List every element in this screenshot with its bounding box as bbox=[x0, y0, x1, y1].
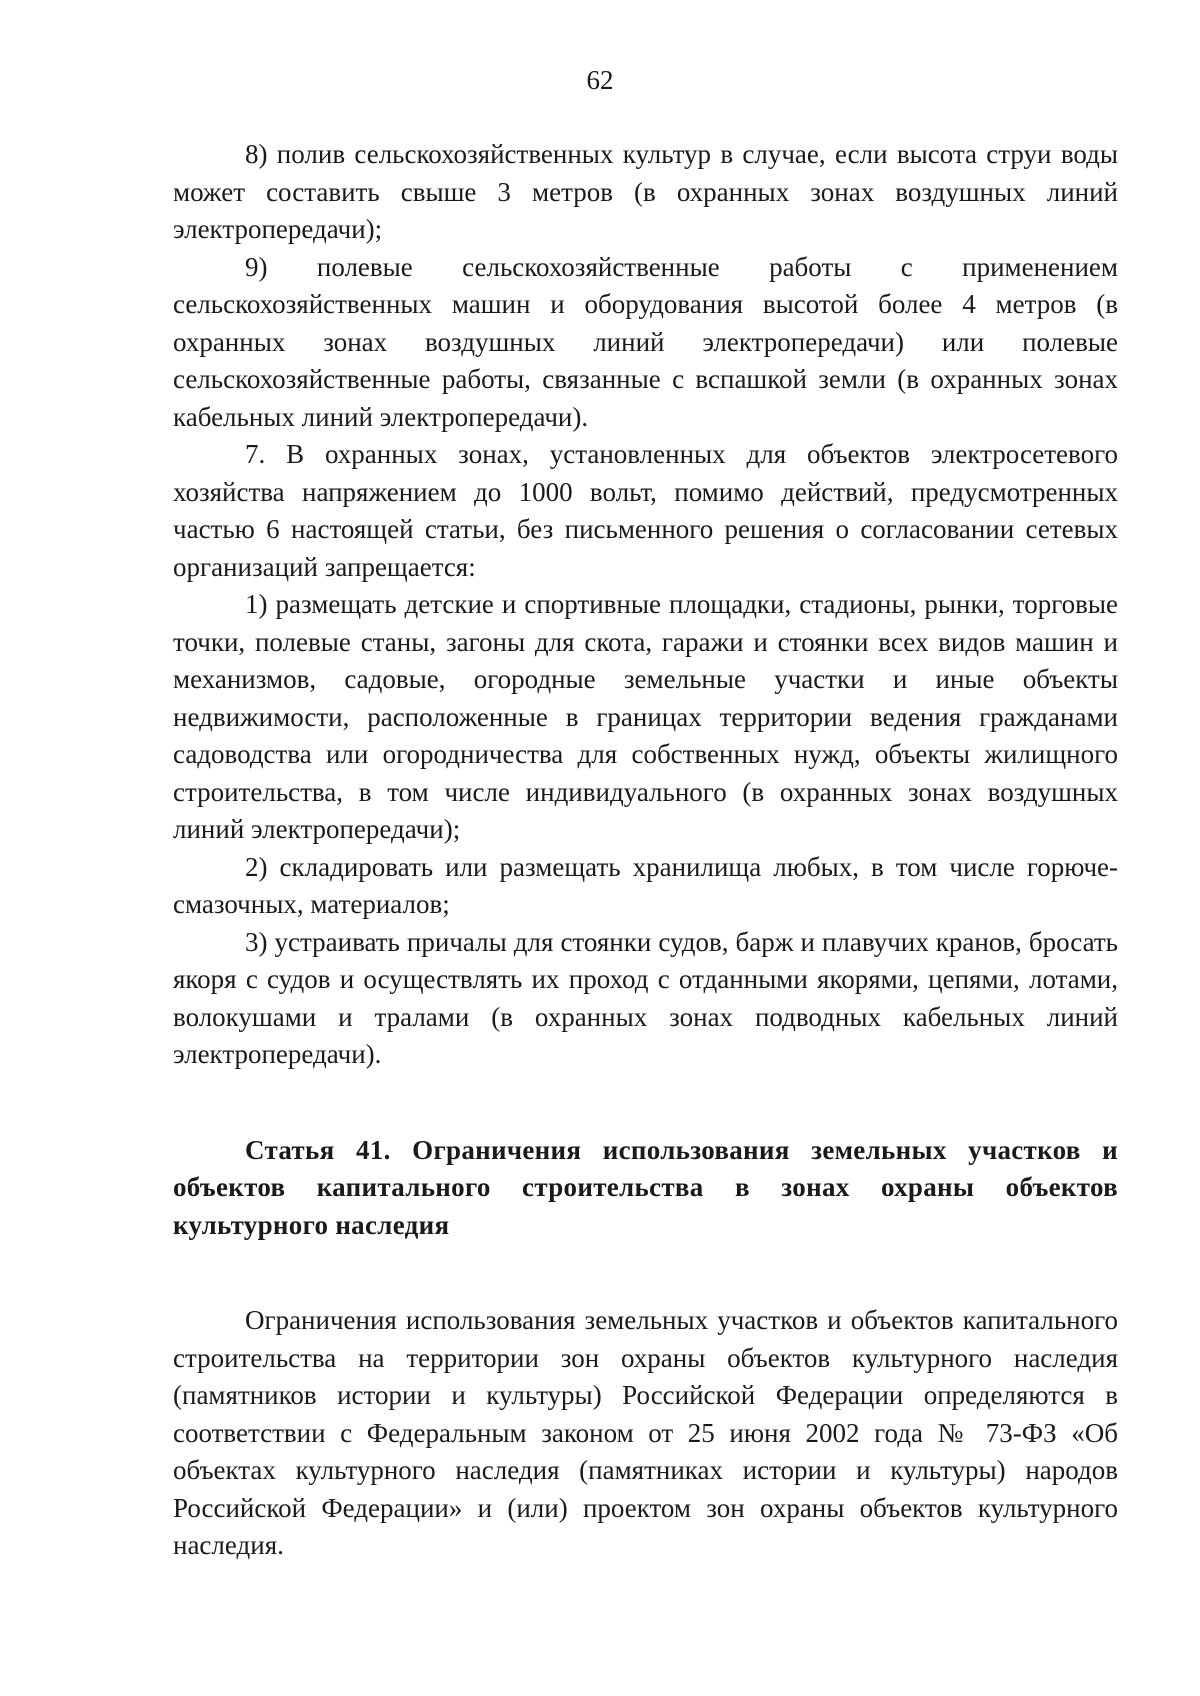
clause-7: 7. В охранных зонах, установленных для объектов электросетевого хозяйства напряжением до 1000 вольт, помимо действий, предусмотренных частью 6 настоящей статьи, без письменного решения о согласовании сетевых организаций запрещается: bbox=[173, 439, 1118, 582]
document-content bbox=[173, 136, 1118, 1565]
article-paragraph: Ограничения использования земельных участков и объектов капитального строительства на территории зон охраны объектов культурного наследия (памятников истории и культуры) Российской Федерации определяются в соответствии с Федеральным законом от 25 июня 2002 года № 73-ФЗ «Об объектах культурного наследия (памятниках истории и культуры) народов Российской Федерации» и (или) проектом зон охраны объектов культурного наследия. bbox=[173, 1305, 1118, 1560]
list-item-2: 2) складировать или размещать хранилища любых, в том числе горюче-смазочных, материалов; bbox=[173, 851, 1118, 919]
article-body bbox=[173, 1302, 1118, 1565]
list-item-8: 8) полив сельскохозяйственных культур в случае, если высота струи воды может составить свыше 3 метров (в охранных зонах воздушных линий электропередачи); bbox=[173, 139, 1118, 244]
page-number: 62 bbox=[586, 65, 614, 95]
list-item-9: 9) полевые сельскохозяйственные работы с применением сельскохозяйственных машин и оборудования высотой более 4 метров (в охранных зонах воздушных линий электропередачи) или полевые сельскохозяйственные работы, связанные с вспашкой земли (в охранных зонах кабельных линий электропередачи). bbox=[173, 251, 1118, 432]
list-item-1: 1) размещать детские и спортивные площадки, стадионы, рынки, торговые точки, полевые станы, загоны для скота, гаражи и стоянки всех видов машин и механизмов, садовые, огородные земельные участки и иные объекты недвижимости, расположенные в границах территории ведения гражданами садоводства или огородничества для собственных нужд, объекты жилищного строительства, в том числе индивидуального (в охранных зонах воздушных линий электропередачи); bbox=[173, 589, 1118, 844]
list-item-3: 3) устраивать причалы для стоянки судов, барж и плавучих кранов, бросать якоря с судов и осуществлять их проход с отданными якорями, цепями, лотами, волокушами и тралами (в охранных зонах подводных кабельных линий электропередачи). bbox=[173, 926, 1118, 1069]
article-title: Статья 41. Ограничения использования земельных участков и объектов капитального строительства в зонах охраны объектов культурного наследия bbox=[173, 1134, 1118, 1240]
